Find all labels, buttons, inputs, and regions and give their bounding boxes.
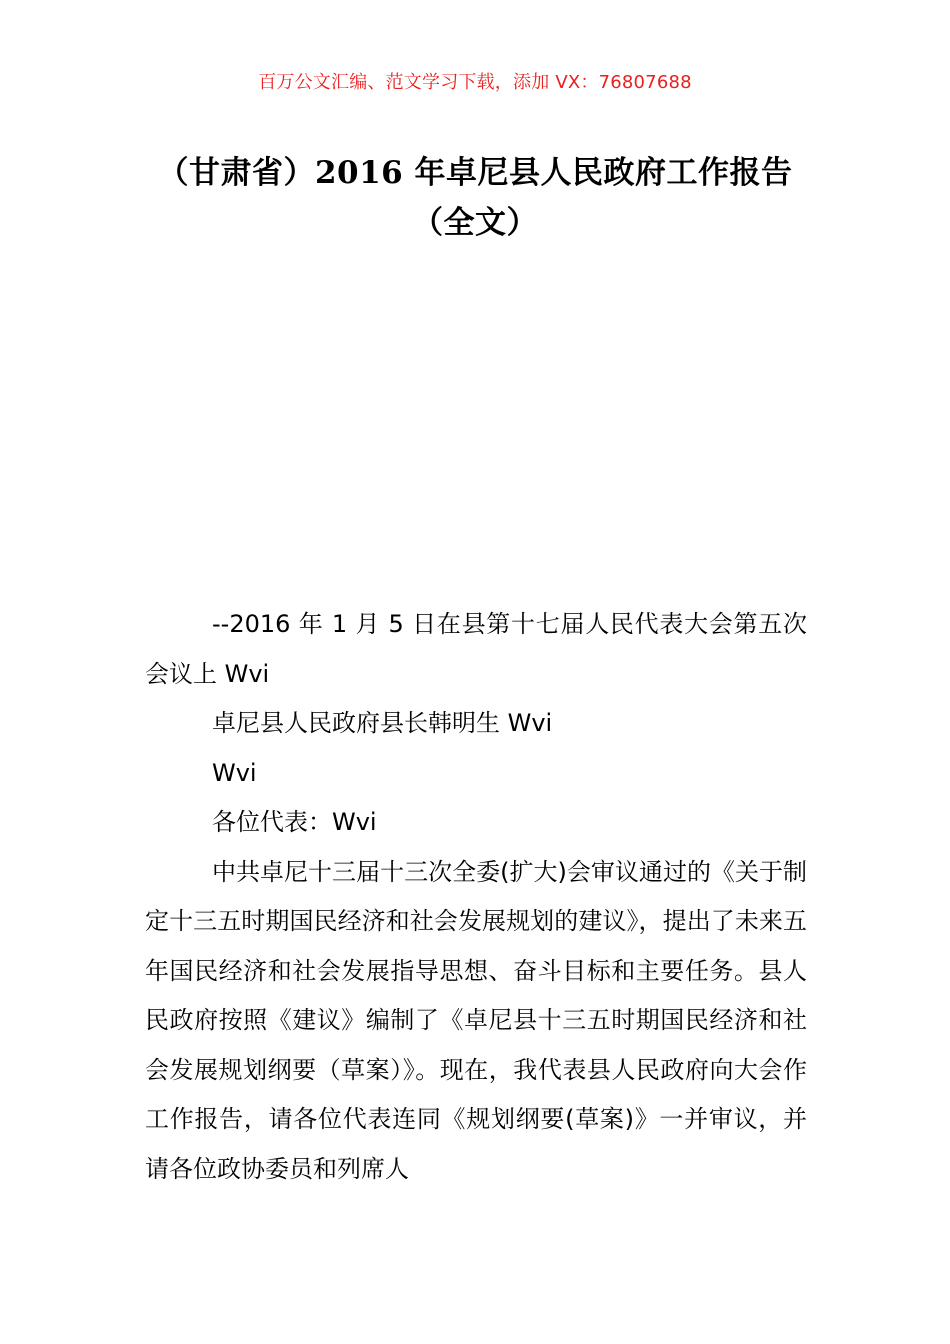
document-body <box>145 600 807 1194</box>
dateline-paragraph: --2016 年 1 月 5 日在县第十七届人民代表大会第五次会议上 Wvi <box>145 610 807 688</box>
blank-marker-paragraph: Wvi <box>212 758 257 787</box>
salutation-paragraph: 各位代表：Wvi <box>212 808 377 836</box>
body-paragraph: 中共卓尼十三届十三次全委(扩大)会审议通过的《关于制定十三五时期国民经济和社会发展规划的建议》，提出了未来五年国民经济和社会发展指导思想、奋斗目标和主要任务。县人民政府按照《建议》编制了《卓尼县十三五时期国民经济和社会发展规划纲要（草案）》。现在，我代表县人民政府向大会作工作报告，请各位代表连同《规划纲要(草案)》一并审议，并请各位政协委员和列席人 <box>145 857 807 1183</box>
document-title: （甘肃省）2016 年卓尼县人民政府工作报告（全文） <box>157 155 793 241</box>
speaker-paragraph: 卓尼县人民政府县长韩明生 Wvi <box>212 709 553 737</box>
download-notice-header: 百万公文汇编、范文学习下载，添加 VX：76807688 <box>258 72 692 93</box>
